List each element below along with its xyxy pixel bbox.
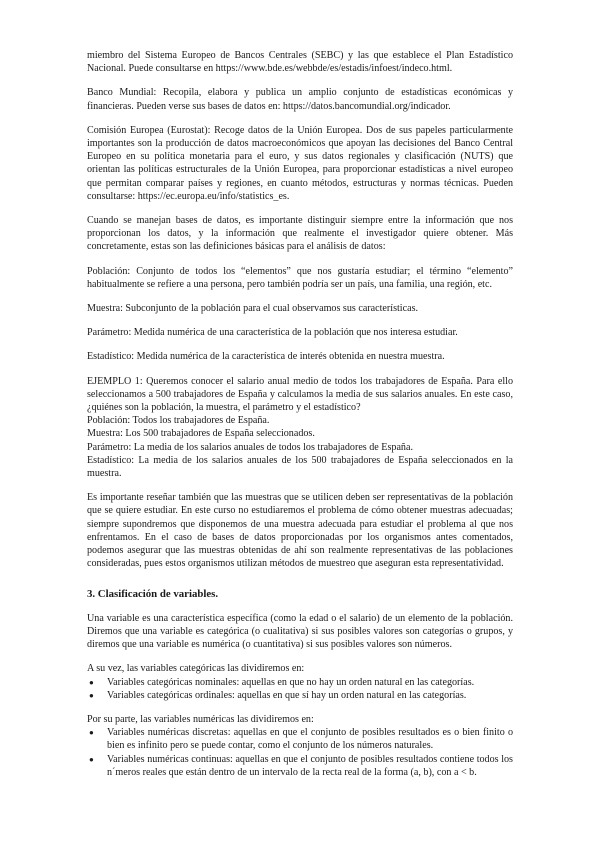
section-heading: 3. Clasificación de variables.: [87, 587, 219, 600]
example-poblacion: Población: Todos los trabajadores de España.: [87, 415, 270, 427]
paragraph-banco-mundial: Banco Mundial: Recopila, elabora y publica un amplio conjunto de estadísticas económicas y financieras. Pueden verse sus bases de datos en: https://datos.bancomundial.org/indicador.: [87, 87, 513, 112]
definition-parametro: Parámetro: Medida numérica de una característica de la población que nos interesa estudiar.: [87, 327, 458, 339]
definition-estadistico: Estadístico: Medida numérica de la característica de interés obtenida en nuestra muestra.: [87, 351, 445, 363]
definition-muestra: Muestra: Subconjunto de la población para el cual observamos sus características.: [87, 303, 419, 315]
list-item: ● Variables categóricas nominales: aquellas en que no hay un orden natural en las categorías.: [87, 676, 513, 689]
paragraph-sebc: miembro del Sistema Europeo de Bancos Centrales (SEBC) y las que establece el Plan Estadístico Nacional. Puede consultarse en https://www.bde.es/webbde/es/estadis/infoest/indeco.html.: [87, 50, 513, 75]
example-1: EJEMPLO 1: Queremos conocer el salario anual medio de todos los trabajadores de España. Para ello seleccionamos a 500 trabajadores de España y calculamos la media de sus salarios anuales. En este caso, ¿quiénes son la población, la muestra, el parámetro y el estadístico?: [87, 375, 513, 414]
paragraph-variable: Una variable es una característica específica (como la edad o el salario) de un elemento de la población. Diremos que una variable es categórica (o cualitativa) si sus posibles valores son categorías o grupos, y diremos que una variable es numérica (o cuantitativa) si sus posibles valores son números.: [87, 612, 513, 651]
list-item: ● Variables categóricas ordinales: aquellas en que sí hay un orden natural en las categorías.: [87, 689, 513, 702]
example-muestra: Muestra: Los 500 trabajadores de España seleccionados.: [87, 428, 315, 440]
paragraph-eurostat: Comisión Europea (Eurostat): Recoge datos de la Unión Europea. Dos de sus papeles particularmente importantes son la producción de datos macroeconómicos que apoyan las decisiones del Banco Central Europeo en su política monetaria para el euro, y sus datos regionales y clasificación (NUTS) que orientan las políticas estructurales de la Unión Europea, para proporcionar estadísticas a nivel europeo que permitan comparar países y regiones, en cuanto métodos, estructuras y normas técnicas. Pueden consultarse: https://ec.europa.eu/info/statistics_es.: [87, 124, 513, 202]
paragraph-categoricas-intro: A su vez, las variables categóricas las dividiremos en:: [87, 663, 305, 675]
paragraph-numericas-intro: Por su parte, las variables numéricas las dividiremos en:: [87, 713, 314, 725]
paragraph-representativas: Es importante reseñar también que las muestras que se utilicen deben ser representativas de la población que se quiere estudiar. En este curso no estudiaremos el problema de cómo obtener muestras adecuadas; siempre supondremos que disponemos de una muestra adecuada para estudiar el problema al que nos enfrentamos. En el caso de bases de datos proporcionadas por los organismos antes comentados, podemos asegurar que las muestras obtenidas de ahí son realmente representativas de las poblaciones consideradas, pues estos organismos utilizan métodos de muestreo que aseguran esta representatividad.: [87, 492, 513, 570]
example-parametro: Parámetro: La media de los salarios anuales de todos los trabajadores de España.: [87, 441, 413, 453]
numeric-list: [87, 726, 513, 779]
definition-poblacion: Población: Conjunto de todos los “elementos” que nos gustaría estudiar; el término “elemento” habitualmente se refiere a una persona, pero también podría ser un país, una familia, una región, etc.: [87, 265, 513, 290]
list-item: ● Variables numéricas continuas: aquellas en que el conjunto de posibles resultados contiene todos los n´meros reales que están dentro de un intervalo de la recta real de la forma (a, b), con a < b.: [87, 753, 513, 779]
list-item: ● Variables numéricas discretas: aquellas en que el conjunto de posibles resultados es o bien finito o bien es infinito pero se puede contar, como el conjunto de los números naturales.: [87, 726, 513, 752]
categorical-list: [87, 676, 513, 702]
example-estadistico: Estadístico: La media de los salarios anuales de los 500 trabajadores de España seleccionados en la muestra.: [87, 454, 513, 480]
paragraph-bases-de-datos: Cuando se manejan bases de datos, es importante distinguir siempre entre la información que nos proporcionan los datos, y la información que realmente el investigador quiere obtener. Más concretamente, estas son las definiciones básicas para el análisis de datos:: [87, 215, 513, 253]
